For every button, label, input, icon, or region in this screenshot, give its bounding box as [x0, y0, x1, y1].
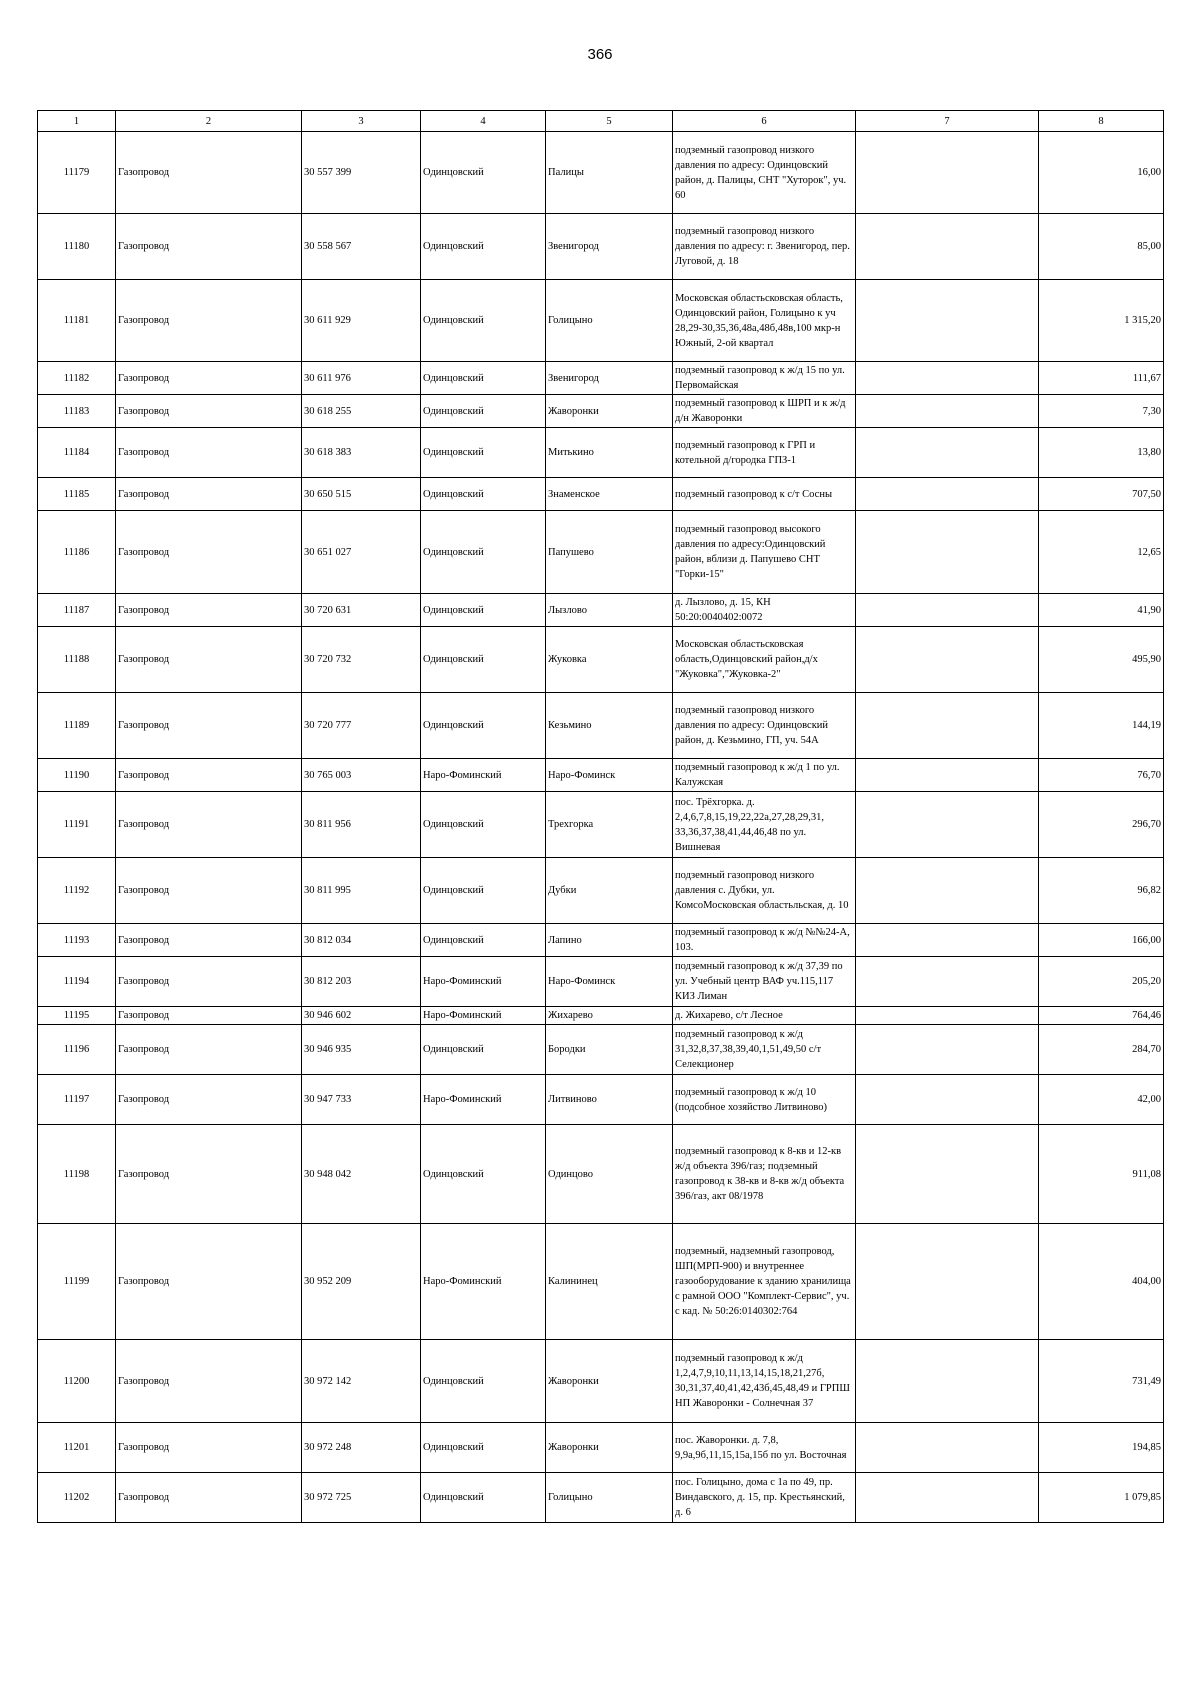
- cell-description: подземный газопровод к ГРП и котельной д/городка ГПЗ-1: [673, 428, 856, 478]
- cell-col7: [856, 627, 1039, 693]
- cell-district: Наро-Фоминский: [421, 957, 546, 1007]
- cell-description: подземный, надземный газопровод, ШП(МРП-900) и внутреннее газооборудование к зданию хранилища с рамной ООО "Комплект-Сервис", уч. с кад. № 50:26:0140302:764: [673, 1224, 856, 1340]
- cell-description: подземный газопровод к ШРП и к ж/д д/н Жаворонки: [673, 395, 856, 428]
- column-header: 2: [116, 111, 302, 132]
- cell-locality: Бородки: [546, 1025, 673, 1075]
- cell-value: 13,80: [1039, 428, 1164, 478]
- cell-col7: [856, 214, 1039, 280]
- cell-value: 731,49: [1039, 1340, 1164, 1423]
- column-header: 5: [546, 111, 673, 132]
- table-row: [38, 132, 1164, 214]
- cell-col7: [856, 924, 1039, 957]
- cell-number: 11190: [38, 759, 116, 792]
- cell-description: пос. Голицыно, дома с 1а по 49, пр. Виндавского, д. 15, пр. Крестьянский, д. 6: [673, 1473, 856, 1523]
- cell-value: 707,50: [1039, 478, 1164, 511]
- cell-description: подземный газопровод высокого давления по адресу:Одинцовский район, вблизи д. Папушево СНТ "Горки-15": [673, 511, 856, 594]
- cell-code: 30 720 732: [302, 627, 421, 693]
- cell-number: 11189: [38, 693, 116, 759]
- cell-object-type: Газопровод: [116, 1473, 302, 1523]
- cell-locality: Жаворонки: [546, 1340, 673, 1423]
- table-row: [38, 1224, 1164, 1340]
- cell-object-type: Газопровод: [116, 858, 302, 924]
- cell-number: 11199: [38, 1224, 116, 1340]
- cell-code: 30 972 248: [302, 1423, 421, 1473]
- cell-district: Одинцовский: [421, 792, 546, 858]
- cell-locality: Звенигород: [546, 362, 673, 395]
- cell-district: Наро-Фоминский: [421, 759, 546, 792]
- cell-col7: [856, 511, 1039, 594]
- cell-code: 30 611 929: [302, 280, 421, 362]
- cell-code: 30 650 515: [302, 478, 421, 511]
- gas-pipeline-registry-table: [37, 110, 1164, 1523]
- cell-col7: [856, 1224, 1039, 1340]
- table-row: [38, 1473, 1164, 1523]
- cell-col7: [856, 957, 1039, 1007]
- cell-col7: [856, 362, 1039, 395]
- cell-description: Московская областьсковская область, Одинцовский район, Голицыно к уч 28,29-30,35,36,48а,48б,48в,100 мкр-н Южный, 2-ой квартал: [673, 280, 856, 362]
- cell-value: 7,30: [1039, 395, 1164, 428]
- cell-object-type: Газопровод: [116, 924, 302, 957]
- cell-description: подземный газопровод низкого давления с. Дубки, ул. КомсоМосковская областьльская, д. 10: [673, 858, 856, 924]
- cell-value: 404,00: [1039, 1224, 1164, 1340]
- cell-locality: Голицыно: [546, 1473, 673, 1523]
- cell-object-type: Газопровод: [116, 362, 302, 395]
- cell-locality: Жаворонки: [546, 1423, 673, 1473]
- cell-col7: [856, 1423, 1039, 1473]
- cell-value: 76,70: [1039, 759, 1164, 792]
- cell-code: 30 765 003: [302, 759, 421, 792]
- table-row: [38, 362, 1164, 395]
- cell-object-type: Газопровод: [116, 594, 302, 627]
- cell-object-type: Газопровод: [116, 1075, 302, 1125]
- cell-object-type: Газопровод: [116, 759, 302, 792]
- table-row: [38, 693, 1164, 759]
- cell-district: Наро-Фоминский: [421, 1007, 546, 1025]
- cell-locality: Жихарево: [546, 1007, 673, 1025]
- table-row: [38, 478, 1164, 511]
- table-row: [38, 957, 1164, 1007]
- cell-col7: [856, 428, 1039, 478]
- cell-locality: Трехгорка: [546, 792, 673, 858]
- cell-value: 16,00: [1039, 132, 1164, 214]
- table-row: [38, 280, 1164, 362]
- column-header: 8: [1039, 111, 1164, 132]
- cell-number: 11179: [38, 132, 116, 214]
- cell-col7: [856, 132, 1039, 214]
- cell-code: 30 720 631: [302, 594, 421, 627]
- cell-code: 30 618 383: [302, 428, 421, 478]
- table-row: [38, 1075, 1164, 1125]
- cell-col7: [856, 1473, 1039, 1523]
- cell-object-type: Газопровод: [116, 395, 302, 428]
- cell-district: Одинцовский: [421, 1125, 546, 1224]
- table-row: [38, 428, 1164, 478]
- cell-col7: [856, 280, 1039, 362]
- table-row: [38, 1125, 1164, 1224]
- cell-description: подземный газопровод к 8-кв и 12-кв ж/д объекта 396/газ; подземный газопровод к 38-кв и 8-кв ж/д объекта 396/газ, акт 08/1978: [673, 1125, 856, 1224]
- cell-description: подземный газопровод к ж/д №№24-А, 103.: [673, 924, 856, 957]
- table-row: [38, 759, 1164, 792]
- cell-district: Одинцовский: [421, 594, 546, 627]
- cell-locality: Калининец: [546, 1224, 673, 1340]
- cell-description: пос. Трёхгорка. д. 2,4,6,7,8,15,19,22,22а,27,28,29,31, 33,36,37,38,41,44,46,48 по ул. Вишневая: [673, 792, 856, 858]
- cell-description: подземный газопровод к с/т Сосны: [673, 478, 856, 511]
- table-row: [38, 395, 1164, 428]
- cell-code: 30 946 935: [302, 1025, 421, 1075]
- cell-number: 11182: [38, 362, 116, 395]
- cell-locality: Знаменское: [546, 478, 673, 511]
- table-row: [38, 1007, 1164, 1025]
- cell-object-type: Газопровод: [116, 478, 302, 511]
- cell-district: Одинцовский: [421, 132, 546, 214]
- cell-locality: Митькино: [546, 428, 673, 478]
- column-header: 1: [38, 111, 116, 132]
- cell-number: 11186: [38, 511, 116, 594]
- header-row: [38, 111, 1164, 132]
- table-row: [38, 1340, 1164, 1423]
- cell-value: 194,85: [1039, 1423, 1164, 1473]
- cell-code: 30 811 956: [302, 792, 421, 858]
- cell-description: пос. Жаворонки. д. 7,8, 9,9а,9б,11,15,15а,15б по ул. Восточная: [673, 1423, 856, 1473]
- cell-locality: Лапино: [546, 924, 673, 957]
- cell-value: 12,65: [1039, 511, 1164, 594]
- cell-code: 30 952 209: [302, 1224, 421, 1340]
- cell-col7: [856, 1125, 1039, 1224]
- cell-object-type: Газопровод: [116, 957, 302, 1007]
- cell-col7: [856, 478, 1039, 511]
- cell-locality: Наро-Фоминск: [546, 759, 673, 792]
- column-header: 7: [856, 111, 1039, 132]
- cell-value: 495,90: [1039, 627, 1164, 693]
- cell-col7: [856, 1007, 1039, 1025]
- cell-number: 11195: [38, 1007, 116, 1025]
- cell-locality: Кезьмино: [546, 693, 673, 759]
- cell-number: 11200: [38, 1340, 116, 1423]
- cell-value: 85,00: [1039, 214, 1164, 280]
- cell-object-type: Газопровод: [116, 627, 302, 693]
- cell-description: подземный газопровод к ж/д 31,32,8,37,38,39,40,1,51,49,50 с/т Селекционер: [673, 1025, 856, 1075]
- cell-value: 144,19: [1039, 693, 1164, 759]
- cell-col7: [856, 1340, 1039, 1423]
- table-row: [38, 511, 1164, 594]
- cell-locality: Наро-Фоминск: [546, 957, 673, 1007]
- page-number: 366: [587, 46, 613, 63]
- cell-description: Московская областьсковская область,Одинцовский район,д/х "Жуковка","Жуковка-2": [673, 627, 856, 693]
- cell-col7: [856, 858, 1039, 924]
- cell-value: 1 315,20: [1039, 280, 1164, 362]
- cell-code: 30 651 027: [302, 511, 421, 594]
- cell-number: 11196: [38, 1025, 116, 1075]
- cell-code: 30 947 733: [302, 1075, 421, 1125]
- cell-col7: [856, 594, 1039, 627]
- cell-description: подземный газопровод к ж/д 1 по ул. Калужская: [673, 759, 856, 792]
- cell-locality: Звенигород: [546, 214, 673, 280]
- column-header: 3: [302, 111, 421, 132]
- cell-number: 11197: [38, 1075, 116, 1125]
- cell-col7: [856, 1025, 1039, 1075]
- cell-object-type: Газопровод: [116, 1224, 302, 1340]
- cell-district: Наро-Фоминский: [421, 1075, 546, 1125]
- cell-district: Одинцовский: [421, 395, 546, 428]
- cell-district: Одинцовский: [421, 1025, 546, 1075]
- cell-number: 11181: [38, 280, 116, 362]
- cell-code: 30 720 777: [302, 693, 421, 759]
- cell-description: подземный газопровод к ж/д 15 по ул. Первомайская: [673, 362, 856, 395]
- cell-district: Одинцовский: [421, 1340, 546, 1423]
- cell-value: 166,00: [1039, 924, 1164, 957]
- cell-object-type: Газопровод: [116, 1423, 302, 1473]
- cell-locality: Лызлово: [546, 594, 673, 627]
- table-row: [38, 594, 1164, 627]
- cell-number: 11193: [38, 924, 116, 957]
- cell-col7: [856, 792, 1039, 858]
- table-row: [38, 924, 1164, 957]
- cell-object-type: Газопровод: [116, 1125, 302, 1224]
- cell-col7: [856, 693, 1039, 759]
- cell-district: Одинцовский: [421, 280, 546, 362]
- cell-value: 111,67: [1039, 362, 1164, 395]
- cell-locality: Жуковка: [546, 627, 673, 693]
- cell-locality: Палицы: [546, 132, 673, 214]
- cell-code: 30 558 567: [302, 214, 421, 280]
- table-body: [38, 132, 1164, 1523]
- cell-district: Одинцовский: [421, 428, 546, 478]
- cell-district: Одинцовский: [421, 858, 546, 924]
- cell-district: Одинцовский: [421, 214, 546, 280]
- cell-description: подземный газопровод к ж/д 1,2,4,7,9,10,11,13,14,15,18,21,27б, 30,31,37,40,41,42,43б,45,48,49 и ГРПШ НП Жаворонки - Солнечная 37: [673, 1340, 856, 1423]
- cell-number: 11194: [38, 957, 116, 1007]
- cell-locality: Одинцово: [546, 1125, 673, 1224]
- table-row: [38, 214, 1164, 280]
- cell-object-type: Газопровод: [116, 1007, 302, 1025]
- cell-locality: Жаворонки: [546, 395, 673, 428]
- cell-code: 30 557 399: [302, 132, 421, 214]
- cell-code: 30 946 602: [302, 1007, 421, 1025]
- cell-value: 41,90: [1039, 594, 1164, 627]
- table-row: [38, 792, 1164, 858]
- column-header: 6: [673, 111, 856, 132]
- cell-district: Одинцовский: [421, 362, 546, 395]
- cell-number: 11180: [38, 214, 116, 280]
- cell-value: 284,70: [1039, 1025, 1164, 1075]
- cell-object-type: Газопровод: [116, 511, 302, 594]
- cell-district: Одинцовский: [421, 1473, 546, 1523]
- cell-code: 30 812 203: [302, 957, 421, 1007]
- cell-value: 911,08: [1039, 1125, 1164, 1224]
- cell-code: 30 611 976: [302, 362, 421, 395]
- cell-locality: Дубки: [546, 858, 673, 924]
- cell-number: 11192: [38, 858, 116, 924]
- cell-object-type: Газопровод: [116, 280, 302, 362]
- cell-description: подземный газопровод низкого давления по адресу: Одинцовский район, д. Кезьмино, ГП, уч. 54А: [673, 693, 856, 759]
- cell-locality: Литвиново: [546, 1075, 673, 1125]
- cell-col7: [856, 1075, 1039, 1125]
- cell-district: Наро-Фоминский: [421, 1224, 546, 1340]
- table-row: [38, 858, 1164, 924]
- cell-code: 30 972 142: [302, 1340, 421, 1423]
- cell-value: 42,00: [1039, 1075, 1164, 1125]
- cell-number: 11184: [38, 428, 116, 478]
- cell-number: 11198: [38, 1125, 116, 1224]
- cell-description: д. Жихарево, с/т Лесное: [673, 1007, 856, 1025]
- cell-description: подземный газопровод низкого давления по адресу: Одинцовский район, д. Палицы, СНТ "Хуторок", уч. 60: [673, 132, 856, 214]
- cell-object-type: Газопровод: [116, 1340, 302, 1423]
- cell-code: 30 972 725: [302, 1473, 421, 1523]
- cell-number: 11185: [38, 478, 116, 511]
- cell-value: 205,20: [1039, 957, 1164, 1007]
- table-row: [38, 1423, 1164, 1473]
- cell-district: Одинцовский: [421, 478, 546, 511]
- cell-code: 30 811 995: [302, 858, 421, 924]
- cell-object-type: Газопровод: [116, 132, 302, 214]
- cell-number: 11202: [38, 1473, 116, 1523]
- cell-number: 11187: [38, 594, 116, 627]
- cell-code: 30 812 034: [302, 924, 421, 957]
- cell-number: 11183: [38, 395, 116, 428]
- cell-object-type: Газопровод: [116, 693, 302, 759]
- cell-value: 1 079,85: [1039, 1473, 1164, 1523]
- cell-locality: Папушево: [546, 511, 673, 594]
- cell-number: 11201: [38, 1423, 116, 1473]
- cell-value: 96,82: [1039, 858, 1164, 924]
- cell-description: подземный газопровод к ж/д 37,39 по ул. Учебный центр ВАФ уч.115,117 КИЗ Лиман: [673, 957, 856, 1007]
- cell-object-type: Газопровод: [116, 1025, 302, 1075]
- cell-object-type: Газопровод: [116, 792, 302, 858]
- cell-object-type: Газопровод: [116, 428, 302, 478]
- cell-description: подземный газопровод низкого давления по адресу: г. Звенигород, пер. Луговой, д. 18: [673, 214, 856, 280]
- cell-col7: [856, 395, 1039, 428]
- cell-district: Одинцовский: [421, 511, 546, 594]
- cell-description: подземный газопровод к ж/д 10 (подсобное хозяйство Литвиново): [673, 1075, 856, 1125]
- cell-locality: Голицыно: [546, 280, 673, 362]
- cell-district: Одинцовский: [421, 693, 546, 759]
- cell-district: Одинцовский: [421, 924, 546, 957]
- cell-description: д. Лызлово, д. 15, КН 50:20:0040402:0072: [673, 594, 856, 627]
- cell-code: 30 618 255: [302, 395, 421, 428]
- cell-value: 296,70: [1039, 792, 1164, 858]
- column-header: 4: [421, 111, 546, 132]
- cell-district: Одинцовский: [421, 1423, 546, 1473]
- cell-code: 30 948 042: [302, 1125, 421, 1224]
- table-row: [38, 1025, 1164, 1075]
- table-row: [38, 627, 1164, 693]
- cell-col7: [856, 759, 1039, 792]
- cell-number: 11191: [38, 792, 116, 858]
- cell-district: Одинцовский: [421, 627, 546, 693]
- cell-object-type: Газопровод: [116, 214, 302, 280]
- cell-value: 764,46: [1039, 1007, 1164, 1025]
- cell-number: 11188: [38, 627, 116, 693]
